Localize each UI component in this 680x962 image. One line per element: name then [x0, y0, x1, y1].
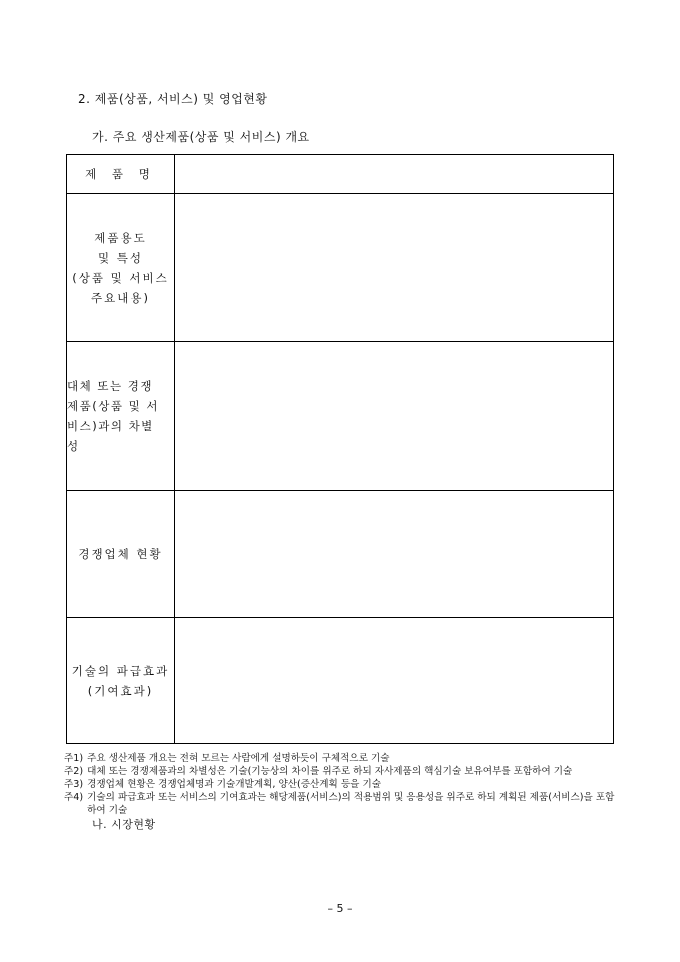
row-value-product-usage[interactable]: [175, 194, 614, 342]
table-row: [67, 194, 614, 342]
row-value-competitors[interactable]: [175, 491, 614, 618]
product-overview-table: [66, 154, 614, 744]
market-status-heading: 나. 시장현황: [92, 818, 156, 831]
footnote-text: 대체 또는 경쟁제품과의 차별성은 기술(기능상의 차이를 위주로 하되 자사제품의 핵심기술 보유여부를 포함하여 기술: [87, 766, 573, 777]
table-row: [67, 155, 614, 194]
footnote-text: 경쟁업체 현황은 경쟁업체명과 기술개발계획, 양산(증산계획 등을 기술: [87, 779, 381, 790]
footnote: [64, 765, 620, 778]
row-label-competitors: 경쟁업체 현황: [67, 491, 175, 618]
subsection-heading: 가. 주요 생산제품(상품 및 서비스) 개요: [92, 130, 310, 144]
table-row: [67, 618, 614, 744]
footnote-number: 주2): [64, 766, 84, 777]
section-heading: 2. 제품(상품, 서비스) 및 영업현황: [78, 92, 268, 106]
row-label-ripple-effect: 기술의 파급효과 (기여효과): [67, 618, 175, 744]
row-label-product-name: 제 품 명: [67, 155, 175, 194]
footnote: [64, 752, 620, 765]
row-value-product-name[interactable]: [175, 155, 614, 194]
footnote: [64, 778, 620, 791]
row-value-differentiation[interactable]: [175, 342, 614, 491]
footnote-number: 주1): [64, 753, 84, 764]
row-label-differentiation: 대체 또는 경쟁 제품(상품 및 서 비스)과의 차별 성: [67, 342, 175, 491]
table-row: [67, 342, 614, 491]
footnote-text: 주요 생산제품 개요는 전혀 모르는 사람에게 설명하듯이 구체적으로 기술: [87, 753, 390, 764]
footnotes: [64, 752, 620, 831]
row-label-product-usage: 제품용도 및 특성 (상품 및 서비스 주요내용): [67, 194, 175, 342]
footnote-number: 주3): [64, 779, 84, 790]
row-value-ripple-effect[interactable]: [175, 618, 614, 744]
page-number: – 5 –: [327, 902, 353, 915]
footnote: [64, 791, 620, 817]
footnote-text: 기술의 파급효과 또는 서비스의 기여효과는 해당제품(서비스)의 적용범위 및 응용성을 위주로 하되 계획된 제품(서비스)을 포함하여 기술: [87, 792, 615, 816]
footnote-number: 주4): [64, 792, 84, 803]
table-row: [67, 491, 614, 618]
